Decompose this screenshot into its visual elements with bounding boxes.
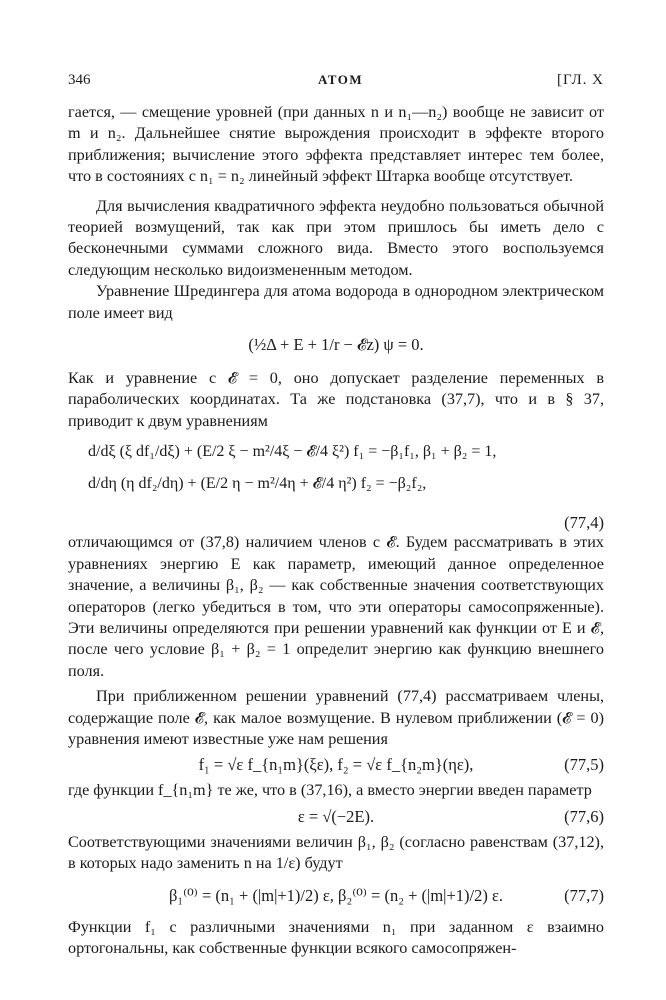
paragraph-5: отличающимся от (37,8) наличием членов с 𝓔. Будем рассматривать в этих уравнениях энергию E как параметр, имеющий данное определенное значение, а величины β₁, β₂ — как собственные значения соответствующих операторов (легко убедиться в том, что эти операторы самосопряженные). Эти величины определяются при решении уравнений как функции от E и 𝓔, после чего условие β₁ + β₂ = 1 определит энергию как функцию внешнего поля.	[68, 533, 604, 680]
equation-77-5-text: f₁ = √ε f_{n₁m}(ξε), f₂ = √ε f_{n₂m}(ηε),	[198, 755, 474, 775]
equation-number-77-7: (77,7)	[564, 885, 604, 905]
equation-77-6	[68, 802, 604, 832]
paragraph-3: Уравнение Шредингера для атома водорода в однородном электрическом поле имеет вид	[68, 282, 604, 322]
equation-77-5	[68, 750, 604, 780]
equation-77-4-line-1: d/dξ (ξ df₁/dξ) + (E/2 ξ − m²/4ξ − 𝓔/4 ξ²) f₁ = −β₁f₁, β₁ + β₂ = 1,	[88, 443, 497, 461]
equation-77-6-text: ε = √(−2E).	[297, 806, 375, 826]
paragraph-2: Для вычисления квадратичного эффекта неудобно пользоваться обычной теорией возмущений, так как при этом пришлось бы иметь дело с бесконечными суммами сложного вида. Вместо этого воспользуемся следующим несколько видоизмененным методом.	[68, 196, 604, 279]
paragraph-7: где функции f_{n₁m} те же, что в (37,16), а вместо энергии введен параметр	[68, 781, 592, 800]
equation-number-77-5: (77,5)	[564, 755, 604, 775]
paragraph-1: гается, — смещение уровней (при данных n и n₁—n₂) вообще не зависит от m и n₂. Дальнейшее снятие вырождения происходит в эффекте второго приближения; вычисление этого эффекта представляет интерес тем более, что в состояниях с n₁ = n₂ линейный эффект Штарка вообще отсутствует.	[68, 103, 604, 186]
equation-77-4-line-2: d/dη (η df₂/dη) + (E/2 η − m²/4η + 𝓔/4 η²) f₂ = −β₂f₂,	[88, 475, 427, 493]
running-header	[68, 72, 604, 96]
schrodinger-equation-text: (½Δ + E + 1/r − 𝓔z) ψ = 0.	[248, 335, 424, 355]
paragraph-8: Соответствующими значениями величин β₁, β₂ (согласно равенствам (37,12), в которых надо заменить n на 1/ε) будут	[68, 832, 604, 873]
page-number: 346	[68, 72, 91, 88]
equation-77-4	[68, 436, 604, 532]
paragraph-4: Как и уравнение с 𝓔 = 0, оно допускает разделение переменных в параболических координатах. Та же подстановка (37,7), что и в § 37, приводит к двум уравнениям	[68, 369, 604, 430]
equation-77-7	[68, 875, 604, 917]
paragraph-9: Функции f₁ с различными значениями n₁ при заданном ε взаимно ортогональны, как собственные функции всякого самосопряжен-	[68, 917, 604, 957]
header-title: АТОМ	[318, 72, 364, 87]
header-chapter: [ГЛ. X	[556, 72, 604, 88]
paragraph-6: При приближенном решении уравнений (77,4) рассматриваем члены, содержащие поле 𝓔, как малое возмущение. В нулевом приближении (𝓔 = 0) уравнения имеют известные уже нам решения	[68, 687, 604, 748]
equation-number-77-6: (77,6)	[564, 806, 604, 826]
page	[68, 72, 604, 959]
equation-number-77-4: (77,4)	[564, 513, 604, 533]
schrodinger-equation	[68, 324, 604, 368]
equation-77-7-text: β₁⁽⁰⁾ = (n₁ + (|m|+1)/2) ε, β₂⁽⁰⁾ = (n₂ + (|m|+1)/2) ε.	[168, 885, 504, 905]
